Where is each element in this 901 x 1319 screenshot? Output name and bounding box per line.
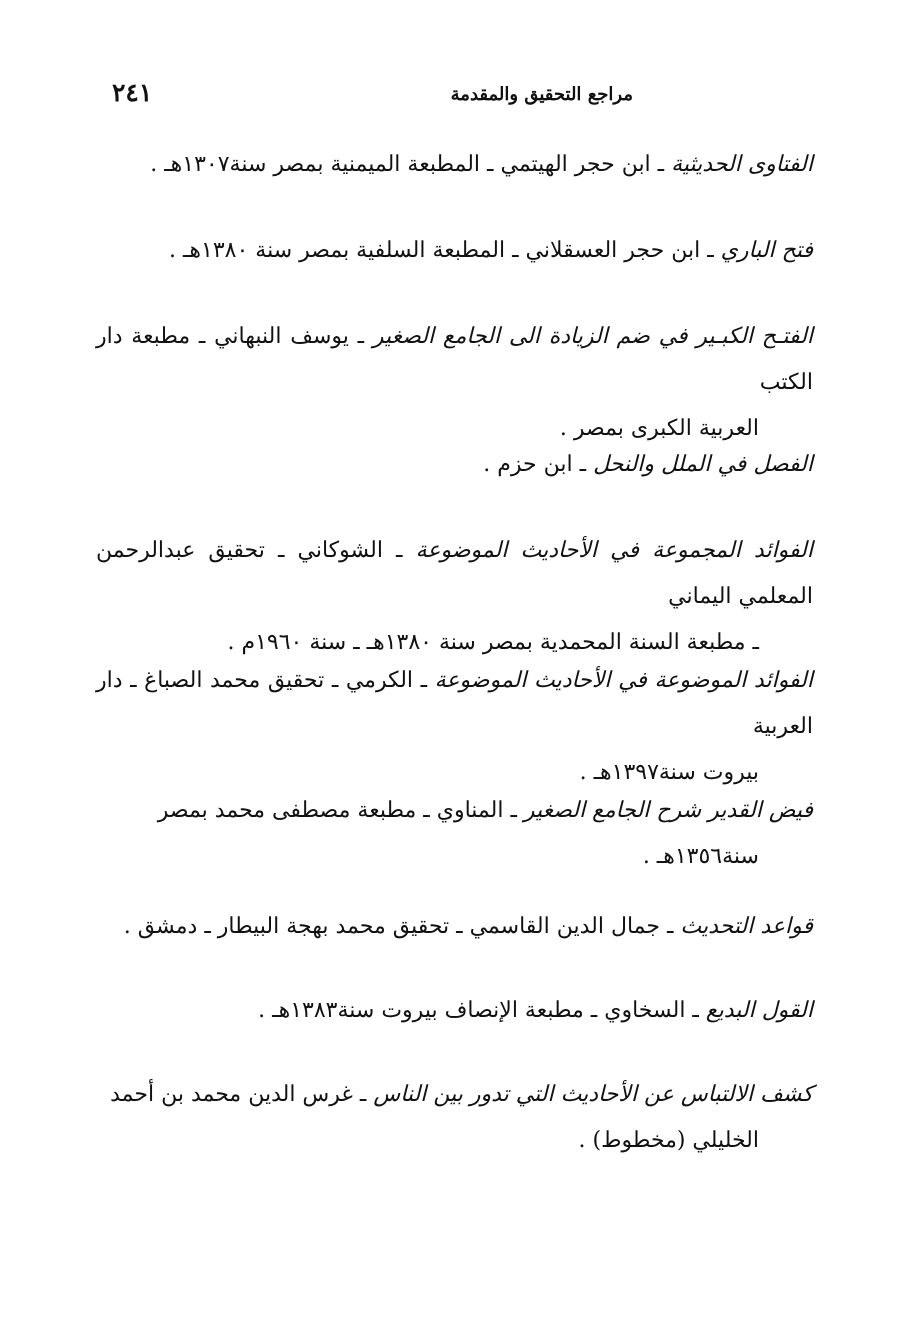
entry-continuation: ـ مطبعة السنة المحمدية بمصر سنة ١٣٨٠هـ ـ سنة ١٩٦٠م . [227, 630, 759, 655]
page-number: ٢٤١ [112, 78, 153, 107]
entry-details: ـ السخاوي ـ مطبعة الإنصاف بيروت سنة١٣٨٣هـ . [258, 998, 706, 1023]
entry-title: الفتـح الكبـير في ضم الزيادة الى الجامع الصغير [372, 324, 814, 349]
bibliography-entry [96, 442, 813, 488]
entry-title: قواعد التحديث [680, 914, 813, 939]
entry-continuation: العربية الكبرى بمصر . [559, 416, 759, 441]
bibliography-entry [96, 988, 813, 1034]
running-title: مراجع التحقيق والمقدمة [450, 84, 633, 105]
bibliography-entry [96, 142, 813, 188]
entry-title: الفوائد الموضوعة في الأحاديث الموضوعة [434, 668, 814, 693]
entry-title: فيض القدير شرح الجامع الصغير [523, 798, 813, 823]
page-header [100, 78, 801, 118]
bibliography-entry [96, 1072, 813, 1164]
bibliography-entry [96, 788, 813, 880]
entry-details: ـ الكرمي ـ تحقيق محمد الصباغ ـ دار العربية [96, 668, 813, 739]
entry-title: الفصل في الملل والنحل [593, 452, 813, 477]
entry-continuation: الخليلي (مخطوط) . [578, 1128, 759, 1153]
entry-title: الفوائد المجموعة في الأحاديث الموضوعة [415, 538, 813, 563]
bibliography-entry [96, 904, 813, 950]
entry-details: ـ ابن حجر الهيتمي ـ المطبعة الميمنية بمصر سنة١٣٠٧هـ . [150, 152, 672, 177]
entry-title: القول البديع [705, 998, 813, 1023]
bibliography-entry [96, 228, 813, 274]
entry-details: ـ جمال الدين القاسمي ـ تحقيق محمد بهجة البيطار ـ دمشق . [123, 914, 681, 939]
entry-title: كشف الالتباس عن الأحاديث التي تدور بين الناس [373, 1082, 813, 1107]
bibliography-entry [96, 528, 813, 666]
entry-details: ـ يوسف النبهاني ـ مطبعة دار الكتب [96, 324, 813, 395]
entry-details: ـ ابن حجر العسقلاني ـ المطبعة السلفية بمصر سنة ١٣٨٠هـ . [168, 238, 721, 263]
entry-details: ـ ابن حزم . [483, 452, 594, 477]
bibliography-entry [96, 658, 813, 796]
entry-title: فتح الباري [720, 238, 813, 263]
entry-continuation: سنة١٣٥٦هـ . [642, 844, 759, 869]
entry-details: ـ الشوكاني ـ تحقيق عبدالرحمن المعلمي اليماني [96, 538, 813, 609]
bibliography-entry [96, 314, 813, 452]
entry-title: الفتاوى الحديثية [671, 152, 813, 177]
entry-details: ـ غرس الدين محمد بن أحمد [110, 1082, 374, 1107]
entry-continuation: بيروت سنة١٣٩٧هـ . [579, 760, 759, 785]
entry-details: ـ المناوي ـ مطبعة مصطفى محمد بمصر [157, 798, 524, 823]
